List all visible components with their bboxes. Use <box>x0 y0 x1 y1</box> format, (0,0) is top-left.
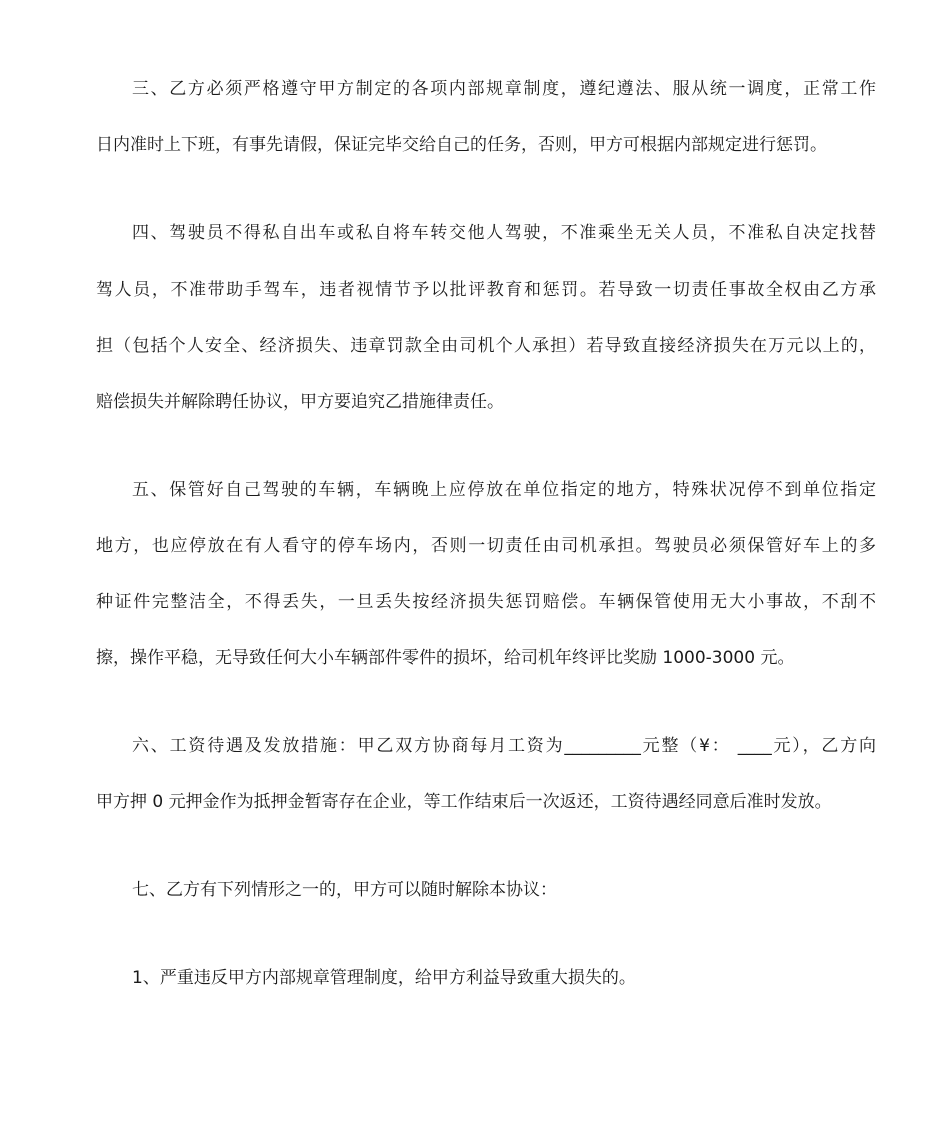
clause-5-line-4: 擦，操作平稳，无导致任何大小车辆部件零件的损坏，给司机年终评比奖励 1000-3000 元。 <box>96 648 795 668</box>
clause-5-line-2: 地方，也应停放在有人看守的停车场内，否则一切责任由司机承担。驾驶员必须保管好车上的多 <box>96 536 876 556</box>
clause-6-line-2: 甲方押 0 元押金作为抵押金暂寄存在企业，等工作结束后一次返还，工资待遇经同意后准时发放。 <box>96 792 832 812</box>
clause-4-line-3: 担（包括个人安全、经济损失、违章罚款全由司机个人承担）若导致直接经济损失在万元以上的， <box>96 336 876 356</box>
clause-3-line-1: 三、乙方必须严格遵守甲方制定的各项内部规章制度，遵纪遵法、服从统一调度，正常工作 <box>132 79 876 99</box>
clause-6-line-1: 六、工资待遇及发放措施：甲乙双方协商每月工资为_________元整（¥： ____元），乙方向 <box>132 736 876 756</box>
clause-7-line-1: 七、乙方有下列情形之一的，甲方可以随时解除本协议： <box>132 880 557 900</box>
clause-4-line-4: 赔偿损失并解除聘任协议，甲方要追究乙措施律责任。 <box>96 392 504 412</box>
clause-4-line-1: 四、驾驶员不得私自出车或私自将车转交他人驾驶，不准乘坐无关人员，不准私自决定找替 <box>132 223 876 243</box>
clause-3-line-2: 日内准时上下班，有事先请假，保证完毕交给自己的任务，否则，甲方可根据内部规定进行惩罚。 <box>96 135 827 155</box>
clause-7-item-1: 1、严重违反甲方内部规章管理制度，给甲方利益导致重大损失的。 <box>132 968 636 988</box>
clause-5-line-1: 五、保管好自己驾驶的车辆，车辆晚上应停放在单位指定的地方，特殊状况停不到单位指定 <box>132 480 876 500</box>
clause-4-line-2: 驾人员，不准带助手驾车，违者视情节予以批评教育和惩罚。若导致一切责任事故全权由乙方承 <box>96 280 876 300</box>
clause-5-line-3: 种证件完整洁全，不得丢失，一旦丢失按经济损失惩罚赔偿。车辆保管使用无大小事故，不刮不 <box>96 592 876 612</box>
